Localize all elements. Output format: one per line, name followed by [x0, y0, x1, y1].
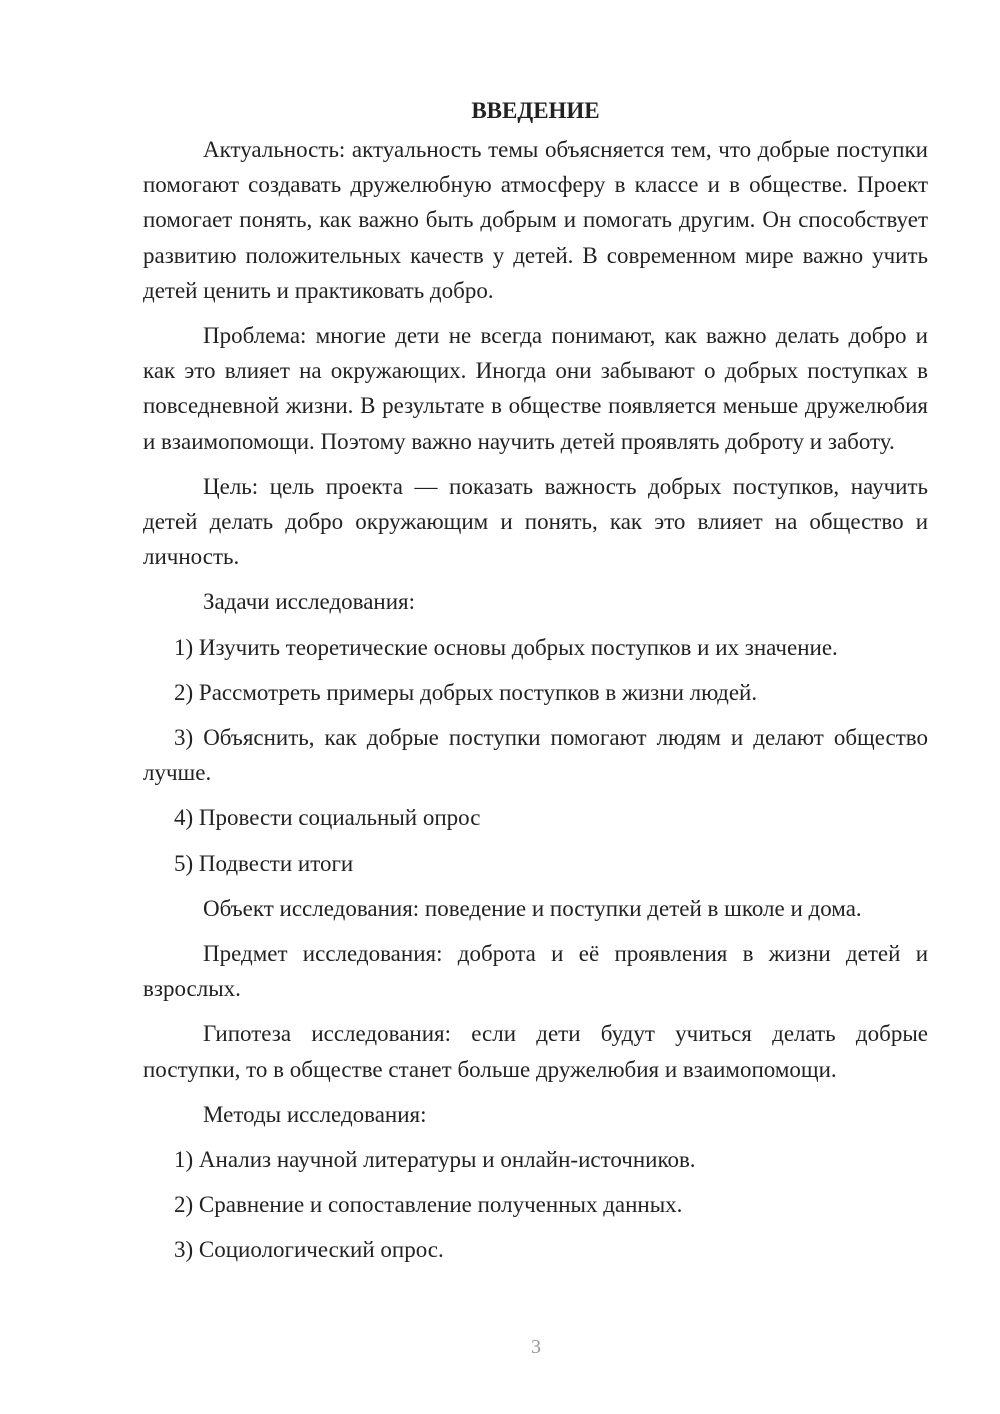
task-item: 4) Провести социальный опрос [174, 805, 481, 831]
document-page [143, 93, 928, 1278]
task-item: 2) Рассмотреть примеры добрых поступков в жизни людей. [174, 679, 758, 705]
goal-paragraph: Цель: цель проекта — показать важность добрых поступков, научить детей делать добро окружающим и понять, как это влияет на общество и личность. [143, 473, 928, 570]
subject-paragraph: Предмет исследования: доброта и её проявления в жизни детей и взрослых. [143, 941, 928, 1002]
relevance-paragraph: Актуальность: актуальность темы объясняется тем, что добрые поступки помогают создавать дружелюбную атмосферу в классе и в обществе. Проект помогает понять, как важно быть добрым и помогать другим. Он способствует развитию положительных качеств у детей. В современном мире важно учить детей ценить и практиковать добро. [143, 137, 928, 303]
methods-heading: Методы исследования: [203, 1101, 427, 1127]
object-paragraph: Объект исследования: поведение и поступки детей в школе и дома. [203, 895, 862, 921]
problem-paragraph: Проблема: многие дети не всегда понимают, как важно делать добро и как это влияет на окружающих. Иногда они забывают о добрых поступках в повседневной жизни. В результате в обществе появляется меньше дружелюбия и взаимопомощи. Поэтому важно научить детей проявлять доброту и заботу. [143, 323, 928, 454]
task-item: 3) Объяснить, как добрые поступки помогают людям и делают общество лучше. [143, 725, 928, 786]
tasks-heading: Задачи исследования: [203, 589, 416, 615]
hypothesis-paragraph: Гипотеза исследования: если дети будут учиться делать добрые поступки, то в обществе станет больше дружелюбия и взаимопомощи. [143, 1021, 928, 1082]
page-number: 3 [531, 1336, 541, 1358]
section-title: ВВЕДЕНИЕ [471, 98, 600, 123]
method-item: 1) Анализ научной литературы и онлайн-источников. [174, 1147, 696, 1173]
task-item: 1) Изучить теоретические основы добрых поступков и их значение. [174, 634, 838, 660]
task-item: 5) Подвести итоги [174, 850, 354, 876]
method-item: 2) Сравнение и сопоставление полученных данных. [174, 1192, 683, 1218]
method-item: 3) Социологический опрос. [174, 1237, 444, 1263]
